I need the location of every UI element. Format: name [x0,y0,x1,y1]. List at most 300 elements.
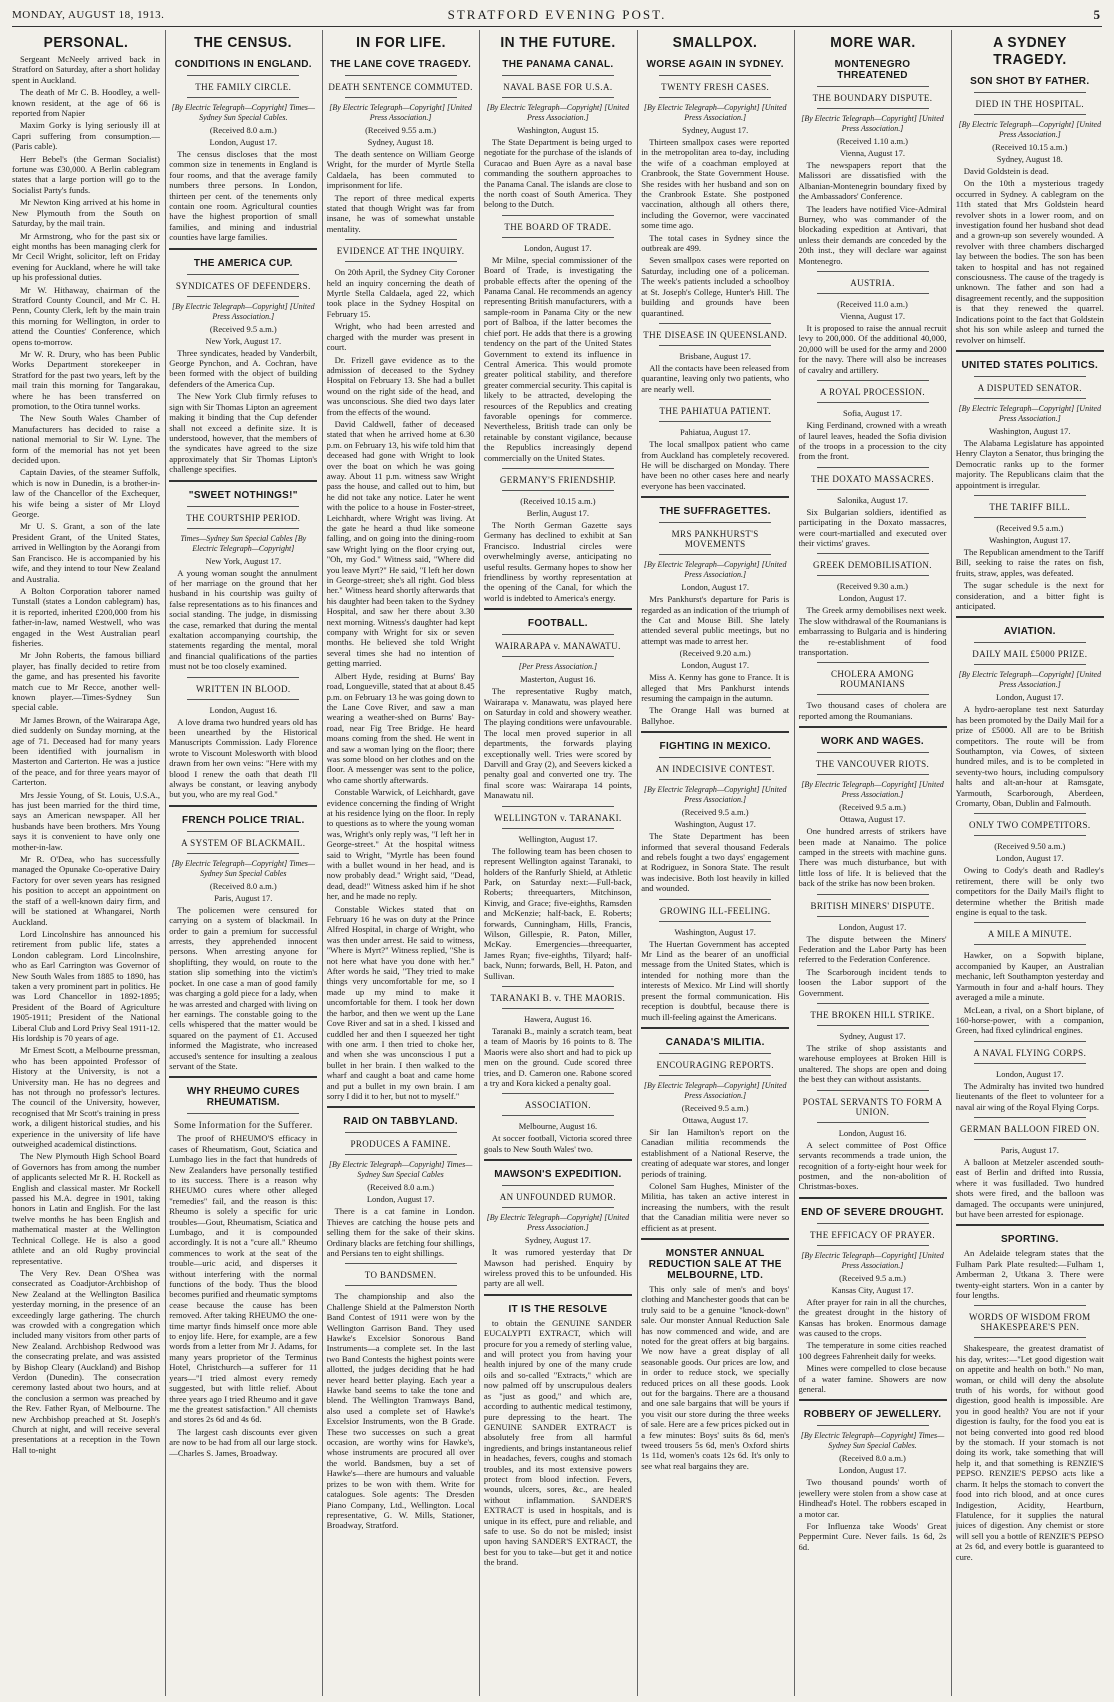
article-headline: CANADA'S MILITIA. [665,1036,765,1048]
article-headline: SON SHOT BY FATHER. [970,76,1090,87]
paragraph: The largest cash discounts ever given are now to be had from all our large stock.—Charles S. James, Broadway. [169,1426,318,1458]
dateline: (Received 11.0 a.m.) [837,299,908,310]
divider [974,376,1086,377]
divider [974,92,1086,93]
paragraph: Dr. Frizell gave evidence as to the admission of deceased to the Sydney Hospital on February 13. She had a bullet wound on the right side of the head, and was unconscious. She died two days later from the effects of the wound. [326,354,475,417]
paragraph: The dispute between the Miners' Federation and the Labor Party has been referred to the Federation Conference. [798,933,947,965]
column-4 [484,30,632,1696]
paragraph: Constable Warwick, of Leichhardt, gave evidence concerning the finding of Wright at his residence lying on the floor. In reply to questions as to where the young woman was, Wright's only reply was, "I left her in George-street." At the hospital witness said to Wright, "Myrtle has been found with a bullet wound in her head, and is now probably dead." Wright said, "Dead, dead, dead!" Witness asked him if he shot her, and he made no reply. [326,787,475,902]
divider [817,380,929,381]
paragraph: On 20th April, the Sydney City Coroner held an inquiry concerning the death of Myrtle Stella Caldaela, aged 22, which took place in the Sydney Hospital on February 15. [326,267,475,319]
article-subheading: WAIRARAPA v. MANAWATU. [495,641,621,652]
dateline: Sofia, August 17. [842,408,903,419]
paragraph: Lord Lincolnshire has announced his retirement from public life, states a London cablegram. Lord Lincolnshire, who as Earl Carrington was Governor of New South Wales from 1885 to 1890, has taken a very prominent part in politics. He was Lord Chancellor in 1892-1895; President of the Board of Agriculture 1905-1911; President of the National Liberal Club and Lord Privy Seal 1911-12. His lordship is 70 years of age. [12,928,160,1043]
article-headline: FIGHTING IN MEXICO. [659,741,771,753]
section-divider [169,805,317,807]
dateline: (Received 9.5 a.m.) [681,807,749,818]
paragraph: Mr John Roberts, the famous billiard player, has finally decided to retire from the game, and has presented his favorite match cue to Mr Recce, another well-known player.—Times-Sydney Sun special cable. [12,650,160,713]
paragraph: The representative Rugby match, Wairarapa v. Manawatu, was played here on Saturday in cold and showery weather. The playing conditions were unfavourable. The local men proved superior in all departments, the forwards playing exceptionally well. Tries were scored by Darvill and Gray (2), and Seevers kicked a penalty goal and converted one try. The final score was: Wairarapa 14 points, Manawatu nil. [483,686,632,801]
paragraph: Two thousand cases of cholera are reported among the Roumanians. [798,700,947,721]
paragraph: The total cases in Sydney since the outbreak are 499. [641,232,790,254]
divider [974,1041,1086,1042]
divider [817,1090,929,1091]
paragraph: Mr Newton King arrived at his home in New Plymouth from the South on Saturday, by the mail train. [12,197,160,229]
dateline: Vienna, August 17. [839,148,906,158]
divider [817,1025,929,1026]
divider [817,662,929,663]
article-headline: THE LANE COVE TRAGEDY. [330,59,472,70]
cable-credit: [By Electric Telegraph—Copyright] [United Press Association.] [172,301,315,321]
divider [187,296,299,297]
divider [187,528,299,529]
cable-credit: [By Electric Telegraph—Copyright] [United Press Association.] [801,1250,944,1270]
paragraph: Seven smallpox cases were reported on Saturday, including one of a policeman. The week's patients included a schoolboy at St. Joseph's College, Hunter's Hill. The building and grounds have been quarantined. [641,255,790,318]
divider [974,114,1086,115]
paragraph: The proof of RHEUMO'S efficacy in cases of Rheumatism, Gout, Sciatica and Lumbago lies in the fact that hundreds of New Zealanders have personally testified to its success. There is a reason why RHEUMO cures where other alleged "remedies" fail, and the reason is this: Rheumo is solely a specific for uric troubles—Gout, Rheumatism, Sciatica and Lumbago, and it is compounded accordingly. It is not a "cure all." Rheumo commences to work at the seat of the trouble—uric acid, and disperses it without interfering with the normal functions of the body. Thus the blood becomes purified and rheumatic symptoms cease because the cause has been removed. After taking RHEUMO the one-time martyr finds himself once more able to enjoy life. Here, for example, are a few words from a letter from Mr J. Adams, for many years proprietor of the Terminus Hotel, Christchurch—a sufferer for 11 years—"I tried almost every remedy suggested, but with little relief. About three years ago I tried Rheumo and it gave me the greatest satisfaction." All chemists and stores 2s 6d and 4s 6d. [169,1133,318,1425]
paragraph: Miss A. Kenny has gone to France. It is alleged that Mrs Pankhurst intends resuming the campaign in the autumn. [641,672,790,703]
column-heading: A SYDNEY TRAGEDY. [992,34,1067,68]
divider [502,75,614,76]
dateline: (Received 8.0 a.m.) [209,125,277,135]
paragraph: The report of three medical experts stated that though Wright was far from insane, he was of somewhat unstable mentality. [326,192,475,234]
paragraph: It was rumored yesterday that Dr Mawson had perished. Enquiry by wireless proved this to be unfounded. His party are all well. [483,1247,632,1289]
paragraph: The sugar schedule is the next for consideration, and a bitter fight is anticipated. [955,580,1104,611]
paragraph: All the contacts have been released from quarantine, leaving only two patients, who are nearly well. [641,362,790,394]
section-divider [956,1224,1104,1226]
dateline: London, August 17. [524,242,592,253]
paragraph: A balloon at Metzeler ascended south-east of Berlin and drifted into Russia, where it was fusilladed. Two hundred shots were fired, and the balloon was damaged. The occupants were uninjured, but have been arrested for espionage. [955,1156,1104,1219]
divider [345,1154,457,1155]
paragraph: Herr Bebel's (the German Socialist) fortune was £30,000. A Berlin cablegram states that a large portion will go to the Socialist Party's funds. [12,153,160,195]
divider [187,831,299,832]
article-headline: "SWEET NOTHINGS!" [188,489,298,501]
dateline: (Received 9.30 a.m.) [836,581,909,592]
divider [817,402,929,403]
paper-title: STRATFORD EVENING POST. [447,7,667,22]
dateline: Sydney, August 18. [367,137,434,147]
article-headline: SPORTING. [1000,1234,1059,1246]
article-subheading: NAVAL BASE FOR U.S.A. [503,82,613,92]
divider [659,921,771,922]
divider [974,1337,1086,1338]
divider [974,944,1086,945]
article-subheading: BRITISH MINERS' DISPUTE. [810,900,935,911]
paragraph: Mrs Jessie Young, of St. Louis, U.S.A., has just been married for the third time, says an American newspaper. All her husbands have been brothers. Mrs Young says it is convenient to have only one mother-in-law. [12,789,160,852]
dateline: Pahiatua, August 17. [680,427,751,438]
divider [817,489,929,490]
paragraph: Six Bulgarian soldiers, identified as participating in the Doxato massacres, were court-martialled and executed over their victims' graves. [798,506,947,548]
paragraph: The local smallpox patient who came from Auckland has completely recovered. He will be discharged on Monday. There have been no other cases here and nearly everyone has been vaccinated. [641,439,790,491]
paragraph: Mr James Brown, of the Wairarapa Age, died suddenly on Sunday morning, at the age of 71. Deceased had for many years been identified with journalism in Masterton and Carterton. He was a justice of the peace, and for three years mayor of Carterton. [12,714,160,788]
paragraph: The death sentence on William George Wright, for the murder of Myrtle Stella Caldaela, has been commuted to imprisonment for life. [326,149,475,191]
cable-credit: [By Electric Telegraph—Copyright] [United Press Association.] [486,1213,630,1233]
section-divider [641,1238,789,1240]
divider [502,828,614,829]
paragraph: The newspapers report that the Malissori are dissatisfied with the Albanian-Montenegrin boundary fixed by the Ambassadors' Conference. [798,160,947,202]
section-divider [956,616,1104,618]
column-rule [637,30,638,1696]
paragraph: For Influenza take Woods' Great Peppermint Cure. Never fails. 1s 6d, 2s 6d. [798,1521,947,1552]
divider [974,1139,1086,1140]
column-rule [951,30,952,1696]
divider [817,1245,929,1246]
section-divider [799,1197,947,1199]
dateline: Kansas City, August 17. [831,1284,914,1295]
article-headline: MONSTER ANNUAL REDUCTION SALE AT THE MELBOURNE, LTD. [648,1247,782,1281]
dateline: Paris, August 17. [1000,1144,1059,1155]
article-headline: WORK AND WAGES. [820,736,924,748]
article-subheading: THE FAMILY CIRCLE. [195,82,292,92]
dateline: Washington, August 17. [989,534,1071,545]
dateline: (Received 9.5 a.m.) [996,522,1064,533]
article-subheading: THE TARIFF BILL. [989,501,1071,512]
article-subheading: PRODUCES A FAMINE. [350,1139,451,1150]
paragraph: David Caldwell, father of deceased stated that when he arrived home at 6.30 p.m. on February 13, his wife told him that deceased had gone with Wright to look over the boat on which he was going away. About 11 p.m. witness saw Wright pass the house, and called out to him, but he did not take any notice. Later he went with the police to a house in Foster-street, Leichhardt, where Wright was living. At the gate he heard a thud like someone falling, and on going into the dining-room saw Wright lying on the floor crying out, "Oh, my God." Witness said, "Where did you leave Myrt?" He said, "I left her down in George-street; she's all right. God bless her." Witness heard shortly afterwards that his daughter had been taken to the Sydney Hospital, and saw her there about 3.30 next morning. Witness's daughter had kept company with Wright for six or seven months. He believed she told Wright several times she had no intention of getting married. [326,418,475,669]
paragraph: Hawker, on a Sopwith biplane, accompanied by Kauper, an Australian mechanic, left Southampton yesterday and Yarmouth in four and a-half hours. They averaged a mile a minute. [955,950,1104,1003]
paragraph: to obtain the GENUINE SANDER EUCALYPTI EXTRACT, which will procure for you a remedy of sterling value, and will protect you from having your health injured by one of the many crude oils and so-called "Extracts," which are now palmed off by unscrupulous dealers as "just as good," and which are, according to authentic medical testimony, pure depressing to the heart. The GENUINE SANDER EXTRACT is absolutely free from all harmful ingredients, and brings instantaneous relief in headaches, fevers, coughs and stomach troubles, and its most extensive powers protect from blood infection. Fevers, wounds, ulcers, sores, &c., are healed without inflammation. SANDER'S EXTRACT is used in hospitals, and is unique in its effect, pure and reliable, and safe to use. So do not be misled; insist upon having SANDER'S EXTRACT, the best for you to take—but get it and notice the brand. [483,1317,632,1568]
divider [345,1285,457,1286]
article-subheading: THE DOXATO MASSACRES. [810,473,934,484]
divider [817,694,929,695]
article-subheading: A SYSTEM OF BLACKMAIL. [181,837,306,848]
article-subheading: THE BOARD OF TRADE. [504,221,612,232]
divider [817,271,929,272]
dateline: London, August 17. [838,1465,907,1476]
cable-credit: [By Electric Telegraph—Copyright] Times—Sydney Sun Special Cables [328,1160,473,1180]
divider [974,517,1086,518]
divider [502,986,614,987]
masthead [12,6,1102,27]
divider [345,75,457,76]
column-1 [12,30,160,1696]
dateline: Sydney, August 17. [524,1235,591,1246]
dateline: Sydney, August 18. [996,154,1063,164]
paragraph: The Very Rev. Dean O'Shea was consecrated as Coadjutor-Archbishop of New Zealand at the Wellington Basilica yesterday morning, in the presence of an exceedingly large gathering. The church was crowded with a congregation which included many visitors from other parts of New Zealand. Archbishop Redwood was the consecrating prelate, and was assisted by Bishop Cleary (Auckland) and Bishop Verdon (Dunedin). The consecration ceremony lasted about two hours, and at the conclusion a sermon was preached by the Rev. Father Ryan, of Melbourne. The new Archbishop preached at St. Joseph's Church at night, and will receive several presentations at a reception in the Town Hall to-night [12,1267,160,1455]
column-rule [479,30,480,1696]
divider [502,1115,614,1116]
article-subheading: AN INDECISIVE CONTEST. [655,764,775,775]
column-heading: PERSONAL. [43,34,129,51]
article-subheading: AUSTRIA. [850,278,895,289]
divider [817,1223,929,1224]
divider [974,398,1086,399]
paragraph: After prayer for rain in all the churches, the greatest drought in the history of Kansas has broken. Enormous damage was caused to the crops. [798,1296,947,1338]
paragraph: Constable Wickes stated that on February 16 he was on duty at the Prince Alfred Hospital, in charge of Wright, who was then under arrest. He said to witness, "Where is Myrt?" Witness replied, "She is not here what have you done with her." After words he said, "They tried to make things very uncomfortable for me, so I made up my mind to make it uncomfortable for them. I took her down the harbor, and then we went up the Lane Cove River and sat in a shed. I kissed and cuddled her and then I squeezed her tight with one arm. I then tried to choke her, and when she was unconscious I put a bullet in her brain. I then walked to the wharf and caught a boat and came home and put a bullet in my own brain. I am sorry I did it to her, but not to myself." [326,903,475,1101]
paragraph: Thirteen smallpox cases were reported in the metropolitan area to-day, including the wife of a coachman employed at Cranbrook, the State Government House. She resides with her husband and son on the Cranbrook Estate. She postponed vaccination, although all others there, including the Governor, were vaccinated some time ago. [641,137,790,231]
divider [659,399,771,400]
divider [187,75,299,76]
paragraph: One hundred arrests of strikers have been made at Nanaimo. The police camped in the streets with machine guns. There was much disturbance, but with little loss of life. It is believed that the back of the strike has now been broken. [798,826,947,889]
dateline: New York, August 17. [205,335,282,346]
article-subheading: DAILY MAIL £5000 PRIZE. [972,649,1088,660]
dateline: London, August 17. [681,582,749,593]
cable-credit: [By Electric Telegraph—Copyright] [United Press Association.] [958,670,1102,690]
article-subheading: MRS PANKHURST'S MOVEMENTS [671,529,759,550]
article-headline: CONDITIONS IN ENGLAND. [174,59,312,70]
cable-credit: [Per Press Association.] [518,662,598,672]
dateline: Washington, August 17. [674,926,756,937]
article-subheading: TARANAKI B. v. THE MAORIS. [490,992,626,1003]
article-subheading: GERMAN BALLOON FIRED ON. [959,1123,1100,1134]
divider [187,699,299,700]
section-divider [799,726,947,728]
paragraph: Mr W. Hithaway, chairman of the Stratford County Council, and Mr C. H. Penn, County Clerk, left by the main train this morning for Wellington, in order to attend the Counties' Conference, which opens to-morrow. [12,284,160,347]
article-headline: END OF SEVERE DROUGHT. [801,1206,944,1218]
dateline: Paris, August 17. [214,892,273,903]
article-subheading: DIED IN THE HOSPITAL. [975,99,1085,109]
paragraph: The State Department is being urged to negotiate for the purchase of the islands of Curacao and Buen Ayre as a naval base commanding the southern approaches to the Panama Canal. The islands are close to the north coast of South America. They belong to the Dutch. [483,137,632,210]
divider [502,656,614,657]
divider [659,345,771,346]
divider [502,468,614,469]
divider [659,97,771,98]
cable-credit: [By Electric Telegraph—Copyright] [United Press Association.] [801,780,944,800]
dateline: London, August 17. [681,660,749,671]
divider [345,1132,457,1133]
column-rule [322,30,323,1696]
column-6 [799,30,947,1696]
divider [187,274,299,275]
dateline: London, August 17. [996,1068,1064,1079]
dateline: Washington, August 17. [989,425,1071,436]
column-rule [165,30,166,1696]
dateline: Vienna, August 17. [839,311,906,322]
divider [817,916,929,917]
paragraph: The championship and also the Challenge Shield at the Palmerston North Band Contest of 1911 were won by the Wellington Garrison Band. They used Hawke's Excelsior Sonorous Band Instruments—a complete set. In the last two Band Contests the highest points were allotted, the judges deciding that he had never heard better playing. Each year a Hawke band seems to take the tone and blend. The Wellington Tramways Band, also used a complete set of Hawke's Excelsior Instruments, won the B Grade. These two successes on such a great occasion, are worthy wins for Hawke's, whose instruments are procured all over the world. Bandsmen, buy a set of Hawke's—there are humours and valuable prizes to be won with them. Write for catalogues. Sole agents: The Dresden Piano Company, Ltd., Wellington. Local representative, G. W. Mills, Stationer, Broadway, Stratford. [326,1291,475,1531]
column-rule [794,30,795,1696]
paragraph: There is a cat famine in London. Thieves are catching the house pets and selling them for the sake of their skins. Ordinary blacks are fetching four shillings, and Persians ten to eight shillings. [326,1206,475,1258]
section-divider [169,248,317,250]
cable-credit: [By Electric Telegraph—Copyright] Times—Sydney Sun Special Cables. [171,103,316,122]
article-subheading: A ROYAL PROCESSION. [819,387,926,398]
column-heading: SMALLPOX. [672,34,758,51]
paragraph: Mr Armstrong, who for the past six or eight months has been managing clerk for Mr Cecil Wright, solicitor, left on Friday evening for Auckland, where he will take up his professional duties. [12,230,160,283]
paragraph: Two thousand pounds' worth of jewellery were stolen from a show case at Hindhead's Hotel. The robbers escaped in a motor car. [798,1477,947,1519]
divider [974,1117,1086,1118]
article-headline: AVIATION. [1003,626,1056,638]
paragraph: The Admiralty has invited two hundred lieutenants of the fleet to volunteer for a naval air wing of the Royal Flying Corps. [955,1080,1104,1112]
article-subheading: A DISPUTED SENATOR. [977,382,1082,393]
divider [974,922,1086,923]
article-subheading: GROWING ILL-FEELING. [659,905,771,916]
page-number: 5 [1093,7,1100,22]
divider [502,1185,614,1186]
divider [817,553,929,554]
paragraph: The strike of shop assistants and warehouse employees at Broken Hill is unaltered. The shops are open and doing the best they can without assistants. [798,1043,947,1085]
dateline: Sydney, August 17. [682,125,749,135]
article-subheading: THE BROKEN HILL STRIKE. [810,1010,935,1021]
divider [974,642,1086,643]
divider [345,239,457,240]
dateline: London, August 17. [838,921,907,932]
divider [345,261,457,262]
dateline: Washington, August 15. [517,125,599,135]
article-subheading: THE VANCOUVER RIOTS. [815,759,930,770]
article-headline: IT IS THE RESOLVE [508,1303,608,1315]
divider [187,853,299,854]
dateline: Ottawa, August 17. [682,1114,748,1125]
article-subheading: TWENTY FRESH CASES. [661,82,770,92]
column-heading: IN THE FUTURE. [500,34,616,51]
divider [187,506,299,507]
paragraph: A Bolton Corporation taborer named Tunstall (states a London cablegram) has, it is reported, inherited £200,000 from his father-in-law, named Westwell, who was engaged in the West Australian pearl fisheries. [12,585,160,648]
dateline: Melbourne, August 16. [518,1121,598,1132]
paragraph: King Ferdinand, crowned with a wreath of laurel leaves, headed the Sofia division of the troops in a procession to the city from the front. [798,420,947,462]
paragraph: Albert Hyde, residing at Burns' Bay road, Longueville, stated that at about 8.45 p.m. on February 13 he was going down to the Lane Cove River, and saw a man wearing a weather-shed on Burns' Bay-road, near Fig Tree Bridge. He heard moans coming from the shed. He went in and saw a woman lying on the floor; there was some blood on her clothes and on the floor. A messenger was sent to the police, who came shortly afterwards. [326,670,475,785]
divider [817,774,929,775]
paragraph: The State Department has been informed that several thousand Federals and rebels fought a two days' engagement at Rodriguez, in Sonora State. The result was indecisive. Both lost heavily in killed and wounded. [641,831,790,894]
dateline: London, August 16. [209,704,278,715]
dateline: Salonika, August 17. [837,494,908,505]
divider [974,1063,1086,1064]
divider [502,1008,614,1009]
paragraph: Mr Ernest Scott, a Melbourne pressman, who has been appointed Professor of History at the University, is not a University man. He has no degrees and has not through no professor's lectures. The council of the University, however, recognised that Mr Scott's training in press work, a diligent historical studies, and his experience in the university of life have outweighed academical distinctions. [12,1045,160,1150]
paragraph: David Goldstein is dead. [963,166,1049,176]
article-subheading: POSTAL SERVANTS TO FORM A UNION. [802,1096,943,1117]
paragraph: Three syndicates, headed by Vanderbilt, George Pynchon, and A. Cochran, have been formed with the object of building defenders of the America Cup. [169,347,318,389]
article-headline: FRENCH POLICE TRIAL. [181,814,305,826]
section-divider [484,1159,632,1161]
divider [345,1263,457,1264]
dateline: (Received 9.5 a.m.) [839,1272,906,1283]
paragraph: Mines were compelled to close because of a water famine. Showers are now general. [798,1363,947,1394]
dateline: Sydney, August 17. [839,1031,906,1042]
paragraph: Mr R. O'Dea, who has successfully managed the Opunake Co-operative Dairy Factory for over seven years has resigned his position to accept an appointment on the staff of a well-known dairy firm, and will be stationed at Whangarei, North Auckland. [12,854,160,927]
divider [659,1075,771,1076]
divider [659,75,771,76]
dateline: New York, August 17. [205,555,282,566]
article-subheading: THE BOUNDARY DISPUTE. [812,93,933,103]
article-subheading: ENCOURAGING REPORTS. [656,1059,774,1070]
paragraph: McLean, a rival, on a Short biplane, of 160-horse-power, with a companion, Green, had fixed cylindrical engines. [955,1004,1104,1036]
article-subheading: ONLY TWO COMPETITORS. [969,820,1091,831]
cable-credit: [By Electric Telegraph—Copyright] [United Press Association.] [643,560,787,580]
paragraph: Mr U. S. Grant, a son of the late President Grant, of the United States, arrived in Wellington by the Aorangi from San Francisco. He is accompanied by his wife, and they intend to tour New Zealand and Australia. [12,521,160,584]
divider [659,522,771,523]
column-3 [327,30,475,1696]
cable-credit: [By Electric Telegraph—Copyright] [United Press Association.] [643,103,787,122]
issue-date: MONDAY, AUGUST 18, 1913. [12,9,165,21]
divider [817,1003,929,1004]
dateline: (Received 9.20 a.m.) [679,648,751,659]
divider [974,813,1086,814]
paragraph: A select committee of Post Office servants recommends a trade union, the recognition of a forty-eight hour week for postmen, and the non-abolition of Christmas-boxes. [798,1139,947,1192]
dateline: Masterton, August 16. [520,674,596,685]
divider [502,97,614,98]
article-subheading: WORDS OF WISDOM FROM SHAKESPEARE'S PEN. [968,1312,1091,1333]
divider [817,1122,929,1123]
article-headline: MONTENEGRO THREATENED [834,59,911,81]
paragraph: The Alabama Legislature has appointed Henry Clayton a Senator, thus bringing the Democratic ranks up to the former majority. The Republicans claim that the appointment is irregular. [955,437,1104,490]
cable-credit: [By Electric Telegraph—Copyright] [United Press Association.] [329,103,472,122]
dateline: (Received 9.5 a.m.) [681,1102,749,1113]
article-subheading: A MILE A MINUTE. [987,929,1072,940]
column-heading: IN FOR LIFE. [355,34,446,51]
divider [817,575,929,576]
paragraph: The Scarborough incident tends to loosen the Labor support of the Government. [798,966,947,998]
article-subheading: EVIDENCE AT THE INQUIRY. [336,246,465,257]
divider [659,554,771,555]
paragraph: A young woman sought the annulment of her marriage on the ground that her husband in his courtship was guilty of false representations as to his finances and social standing. The judge, in dismissing the case, remarked that during the mental exaltation accompanying courtship, the statements regarding the mental, moral and financial qualifications of the parties must not be too closely examined. [169,567,318,672]
cable-credit: [By Electric Telegraph—Copyright] [United Press Association.] [801,114,944,133]
article-subheading: ASSOCIATION. [524,1100,591,1111]
section-divider [956,350,1104,352]
article-subheading: WRITTEN IN BLOOD. [196,683,291,694]
dateline: (Received 9.5 a.m.) [209,323,277,334]
cable-credit: Times—Sydney Sun Special Cables [By Electric Telegraph—Copyright] [180,533,307,553]
paragraph: A love drama two hundred years old has been unearthed by the Historical Manuscripts Commission. Lady Florence wrote to Viscount Molesworth with blood drawn from her own veins: "Here with my blood I renew the oath that death I'll always be constant, or leaving anybody but you, who are my real God." [169,716,318,800]
article-headline: THE PANAMA CANAL. [502,59,614,70]
dateline: London, August 17. [209,137,278,147]
paragraph: Mrs Pankhurst's departure for Paris is regarded as an indication of the triumph of the Cat and Mouse Bill. She lately attended several public meetings, but no attempt was made to arrest her. [641,594,790,646]
divider [659,421,771,422]
article-subheading: WELLINGTON v. TARANAKI. [494,812,622,823]
cable-credit: [By Electric Telegraph—Copyright] Times—Sydney Sun Special Cables [171,858,316,878]
divider [659,757,771,758]
article-subheading: GERMANY'S FRIENDSHIP. [499,474,616,485]
divider [502,237,614,238]
paragraph: It is proposed to raise the annual recruit levy to 200,000. Of the additional 40,000, 20,000 will be used for the army and 2000 for the navy. There will also be increases of cavalry and artillery. [798,323,947,375]
divider [502,1207,614,1208]
dateline: (Received 10.15 a.m.) [520,495,596,506]
divider [974,664,1086,665]
dateline: (Received 9.55 a.m.) [365,125,437,135]
dateline: (Received 8.0 a.m.) [209,880,277,891]
paragraph: The policemen were censured for carrying on a system of blackmail. In order to gain a premium for successful arrests, they apprehended innocent persons. When arresting anyone for shoplifting, they would, on route to the station slip something into the victim's pocket. In one case a man of good family was charging a gold piece for a lady, when he was arrested and charged with living on her earnings. The constable going to the cells whispered that the matter would be squared on the payment of £1. Accused informed the Magistrate, who increased accused's sentence for insulting a zealous servant of the State. [169,904,318,1071]
dateline: Washington, August 17. [674,819,756,830]
cable-credit: [By Electric Telegraph—Copyright] Times—Sydney Sun Special Cables. [800,1431,945,1451]
article-headline: ROBBERY OF JEWELLERY. [803,1409,942,1421]
dateline: London, August 17. [996,853,1064,864]
section-divider [169,480,317,482]
dateline: London, August 17. [996,692,1064,703]
divider [817,86,929,87]
divider [502,806,614,807]
dateline: Wellington, August 17. [518,833,598,844]
divider [187,97,299,98]
column-heading: THE CENSUS. [194,34,293,51]
divider [817,894,929,895]
divider [817,293,929,294]
cable-credit: [By Electric Telegraph—Copyright] [United Press Association.] [643,1080,787,1100]
dateline: Hawera, August 16. [524,1013,592,1024]
dateline: (Received 8.0 a.m.) [839,1453,906,1464]
divider [502,1093,614,1094]
section-divider [641,1027,789,1029]
paragraph: The North German Gazette says Germany has declined to exhibit at San Francisco. Industrial circles were overwhelmingly averse, anticipating no useful results. Germany hopes to show her friendliness by worthy representation at the opening of the Canal, for which the world is indebted to America's energy. [483,519,632,603]
divider [817,467,929,468]
section-divider [799,1399,947,1401]
paragraph: The New York Club firmly refuses to sign with Sir Thomas Lipton an agreement making it binding that the Cup defender shall not exceed a definite size. It is understood, however, that the members of the syndicates have agreed to the size approximately that Sir Thomas Lipton's challenge specifies. [169,391,318,475]
paragraph: A hydro-aeroplane test next Saturday has been promoted by the Daily Mail for a prize of £5000. All are to be British competitors. The route will be from Southampton, via Cowes, of sixteen hundred miles, and is to be completed in seventy-two hours, including compulsory halts and alt-an-hour at Ramsgate, Yarmouth, Scarborough, Aberdeen, Cromarty, Oban, Dublin and Falmouth. [955,704,1104,809]
article-headline: WORSE AGAIN IN SYDNEY. [646,59,784,70]
paragraph: Mr W. R. Drury, who has been Public Works Department storekeeper in Stratford for the past two years, left by the mail train this morning for Tangarakau, where he has been transferred on promotion, to the Otira tunnel works. [12,348,160,411]
dateline: London, August 17. [838,593,907,604]
divider [502,634,614,635]
article-subheading: THE DISEASE IN QUEENSLAND. [643,329,788,340]
dateline: Brisbane, August 17. [679,350,751,361]
paragraph: The leaders have notified Vice-Admiral Burney, who was commander of the blockading expedition at Antivari, that unless their demands are conceded by the 20th inst., they will declare war against Montenegro. [798,203,947,266]
column-7 [956,30,1104,1696]
cable-credit: [By Electric Telegraph—Copyright] [United Press Association.] [486,103,630,122]
paragraph: An Adelaide telegram states that the Fulham Park Plate resulted:—Fulham 1, Amberman 2, Utkana 3. There were twenty-eight starters. Won in a canter by four lengths. [955,1248,1104,1300]
dateline: Ottawa, August 17. [839,814,906,825]
divider [817,1425,929,1426]
article-headline: THE SUFFRAGETTES. [659,506,771,518]
article-subheading: AN UNFOUNDED RUMOR. [499,1192,617,1203]
article-headline: WHY RHEUMO CURES RHEUMATISM. [186,1086,300,1109]
article-subheading: Some Information for the Sufferer. [173,1120,313,1131]
